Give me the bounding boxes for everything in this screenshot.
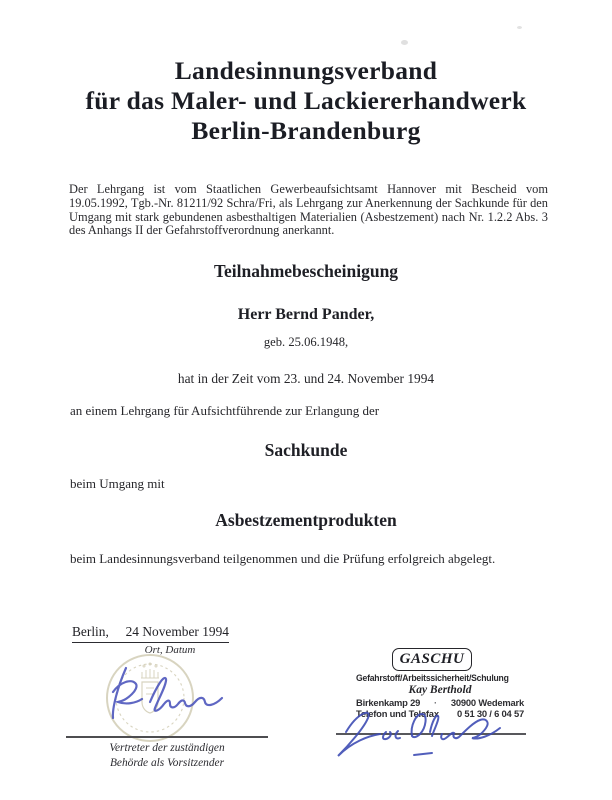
address-city: 30900 Wedemark <box>450 697 524 708</box>
recipient-name: Herr Bernd Pander, <box>237 306 375 323</box>
scan-speck <box>517 26 522 29</box>
course-line: an einem Lehrgang für Aufsichtführende zur Erlangung der <box>70 403 380 418</box>
phone-number: 0 51 30 / 6 04 57 <box>457 708 524 719</box>
authority-signature <box>98 658 263 728</box>
letterhead-line-3: Berlin-Brandenburg <box>191 116 421 145</box>
date-value: 24 November 1994 <box>125 624 229 639</box>
scan-speck <box>401 40 408 45</box>
role-line-1: Vertreter der zuständigen <box>109 742 225 754</box>
phone-label: Telefon und Telefax <box>356 708 439 719</box>
letterhead-line-1: Landesinnungsverband <box>174 56 438 85</box>
subject-title: Asbestzementprodukten <box>215 510 397 530</box>
gaschu-logo <box>392 648 472 671</box>
place-label: Berlin, <box>72 624 109 639</box>
qualification-title: Sachkunde <box>264 440 348 460</box>
gaschu-logo-label: GASCHU <box>399 651 465 667</box>
address-separator: · <box>434 697 437 708</box>
place-date-line <box>72 624 229 643</box>
completion-line: beim Landesinnungsverband teilgenommen und die Prüfung erfolgreich abgelegt. <box>70 551 496 566</box>
address-street: Birkenkamp 29 <box>356 697 421 708</box>
authority-role-caption <box>67 741 267 770</box>
accreditation-paragraph: Der Lehrgang ist vom Staatlichen Gewerbeaufsichtsamt Hannover mit Bescheid vom 19.05.1992, Tgb.-Nr. 81211/92 Schra/Fri, als Lehrgang zur Anerkennung der Sachkunde für den Umgang mit stark gebundenen asbesthaltigen Materialien (Asbestzement) nach Nr. 1.2.2 Abs. 3 des Anhangs II der Gefahrstoffverordnung anerkannt. <box>69 182 548 238</box>
trainer-signature <box>328 702 528 762</box>
period-line: hat in der Zeit vom 23. und 24. November 1994 <box>177 371 435 386</box>
scope-line: beim Umgang mit <box>70 476 165 491</box>
letterhead-line-2: für das Maler- und Lackiererhandwerk <box>85 86 527 115</box>
signature-line-left <box>66 736 268 738</box>
letterhead <box>0 56 612 146</box>
organization-line: Gefahrstoff/Arbeitssicherheit/Schulung <box>356 673 509 684</box>
contact-name: Kay Berthold <box>408 684 472 696</box>
certificate-title: Teilnahmebescheinigung <box>213 261 399 281</box>
place-date-caption: Ort, Datum <box>144 644 196 656</box>
role-line-2: Behörde als Vorsitzender <box>109 756 225 769</box>
birth-date: geb. 25.06.1948, <box>263 335 349 349</box>
